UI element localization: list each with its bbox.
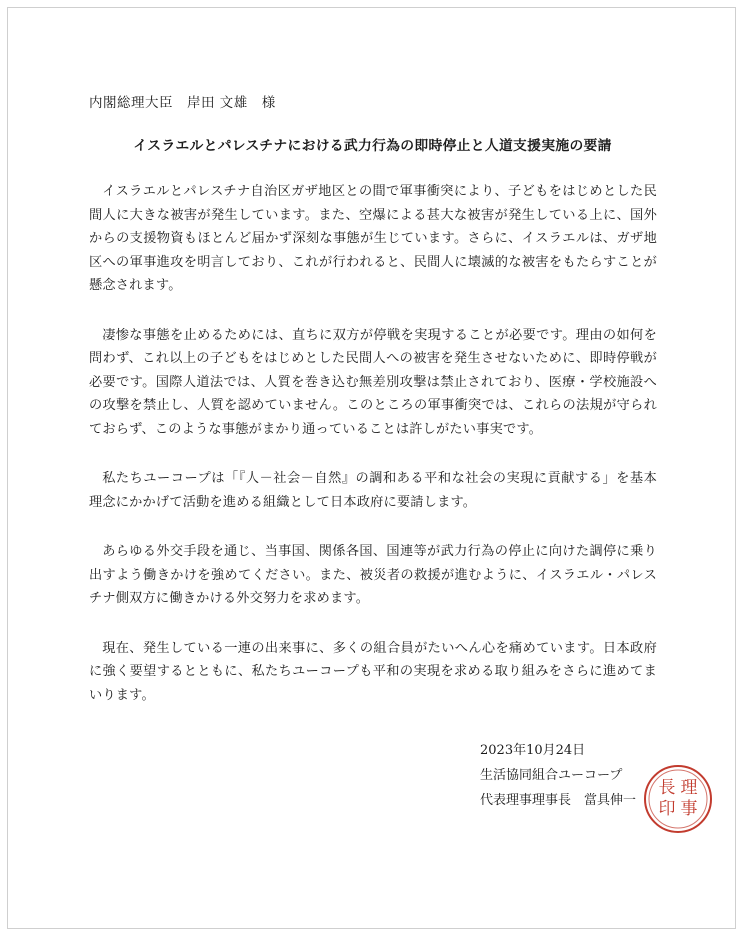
letter-body: [89, 180, 657, 733]
signature-block: [480, 738, 636, 813]
signatory-name: 代表理事理事長 當具伸一: [480, 793, 637, 808]
official-seal-icon: [642, 756, 714, 842]
paragraph-5: 現在、発生している一連の出来事に、多くの組合員がたいへん心を痛めています。日本政府に強く要望するとともに、私たちユーコープも平和の実現を求める取り組みをさらに進めてまいります。: [89, 640, 657, 703]
organization-name: 生活協同組合ユーコープ: [480, 768, 623, 783]
svg-text:理: 理: [680, 778, 698, 798]
paragraph-1: イスラエルとパレスチナ自治区ガザ地区との間で軍事衝突により、子どもをはじめとした民間人に大きな被害が発生しています。また、空爆による甚大な被害が発生している上に、国外からの支援物資もほとんど届かず深刻な事態が生じています。さらに、イスラエルは、ガザ地区への軍事進攻を明言しており、これが行われると、民間人に壊滅的な被害をもたらすことが懸念されます。: [89, 184, 657, 293]
paragraph-3: 私たちユーコープは「『人－社会－自然』の調和ある平和な社会の実現に貢献する」を基本理念にかかげて活動を進める組織として日本政府に要請します。: [89, 471, 657, 510]
svg-text:印: 印: [658, 799, 676, 819]
paragraph-4: あらゆる外交手段を通じ、当事国、関係各国、国連等が武力行為の停止に向けた調停に乗り出すよう働きかけを強めてください。また、被災者の救援が進むように、イスラエル・パレスチナ側双方に働きかける外交努力を求めます。: [89, 544, 657, 606]
document-title: イスラエルとパレスチナにおける武力行為の即時停止と人道支援実施の要請: [133, 138, 612, 154]
letter-date: 2023年10月24日: [480, 743, 586, 758]
paragraph-2: 凄惨な事態を止めるためには、直ちに双方が停戦を実現することが必要です。理由の如何を問わず、これ以上の子どもをはじめとした民間人への被害を発生させないために、即時停戦が必要です。国際人道法では、人質を巻き込む無差別攻撃は禁止されており、医療・学校施設への攻撃を禁止し、人質を認めていません。このところの軍事衝突では、これらの法規が守られておらず、このような事態がまかり通っていることは許しがたい事実です。: [89, 327, 657, 437]
addressee: 内閣総理大臣 岸田 文雄 様: [89, 95, 276, 111]
svg-text:事: 事: [680, 799, 698, 819]
svg-text:長: 長: [658, 778, 676, 798]
